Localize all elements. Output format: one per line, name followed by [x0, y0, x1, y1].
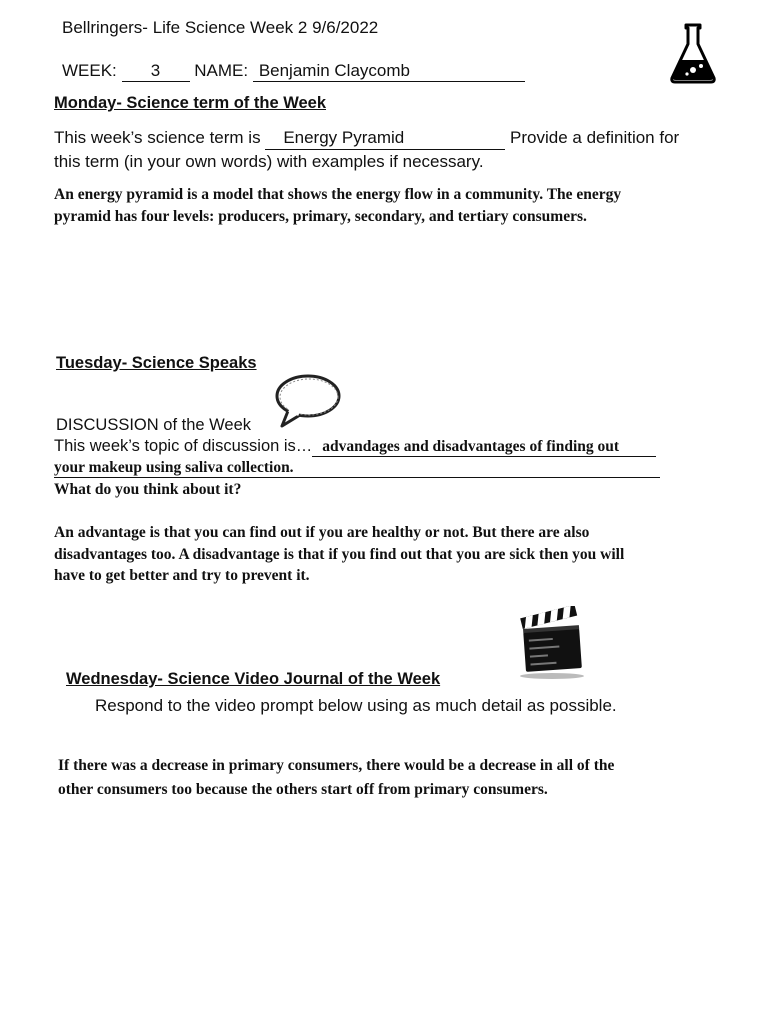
topic-prefix: This week’s topic of discussion is…	[54, 437, 313, 455]
name-value: Benjamin Claycomb	[258, 61, 410, 80]
topic-field-2[interactable]	[54, 459, 660, 478]
week-value: 3	[150, 61, 161, 80]
flask-icon	[668, 22, 718, 84]
tuesday-answer-line3: have to get better and try to prevent it.	[54, 567, 310, 584]
name-label: NAME:	[189, 61, 253, 80]
monday-answer-line2: pyramid has four levels: producers, primary, secondary, and tertiary consumers.	[54, 207, 587, 225]
monday-answer-line1: An energy pyramid is a model that shows the energy flow in a community. The energy	[54, 186, 622, 203]
monday-heading: Monday- Science term of the Week	[54, 94, 327, 112]
wednesday-prompt: Respond to the video prompt below using as much detail as possible.	[95, 696, 617, 715]
tuesday-answer-line1: An advantage is that you can find out if you are healthy or not. But there are also	[54, 524, 590, 541]
wednesday-heading: Wednesday- Science Video Journal of the Week	[66, 670, 441, 688]
topic-line2-text: your makeup using saliva collection.	[54, 459, 294, 476]
topic-field[interactable]	[312, 438, 656, 457]
week-field[interactable]	[122, 61, 190, 82]
term-value: Energy Pyramid	[283, 128, 405, 147]
tuesday-answer	[54, 522, 624, 587]
term-field[interactable]	[265, 126, 505, 150]
topic-line1-text: advandages and disadvantages of finding out	[322, 438, 620, 455]
topic-line-2	[54, 459, 660, 478]
name-field[interactable]	[253, 61, 525, 82]
discussion-question: What do you think about it?	[54, 481, 242, 498]
monday-prompt-end: Provide a definition for	[505, 128, 680, 147]
monday-prompt-line2: this term (in your own words) with examples if necessary.	[54, 152, 484, 171]
tuesday-heading: Tuesday- Science Speaks	[56, 354, 257, 372]
speech-bubble-icon	[272, 373, 342, 429]
tuesday-answer-line2: disadvantages too. A disadvantage is that if you find out that you are sick then you will	[54, 545, 625, 563]
discussion-label: DISCUSSION of the Week	[56, 416, 252, 434]
monday-prompt	[54, 126, 679, 173]
week-label: WEEK:	[62, 61, 122, 80]
topic-line	[54, 437, 656, 457]
week-name-line	[62, 61, 525, 82]
wednesday-answer-line1: If there was a decrease in primary consumers, there would be a decrease in all of the	[58, 757, 615, 774]
monday-prompt-start: This week’s science term is	[54, 128, 266, 147]
wednesday-answer-line2: other consumers too because the others start off from primary consumers.	[58, 780, 548, 798]
monday-answer	[54, 184, 621, 227]
clapperboard-icon	[516, 606, 588, 680]
page-title: Bellringers- Life Science Week 2 9/6/2022	[62, 18, 379, 37]
wednesday-answer	[58, 754, 614, 801]
